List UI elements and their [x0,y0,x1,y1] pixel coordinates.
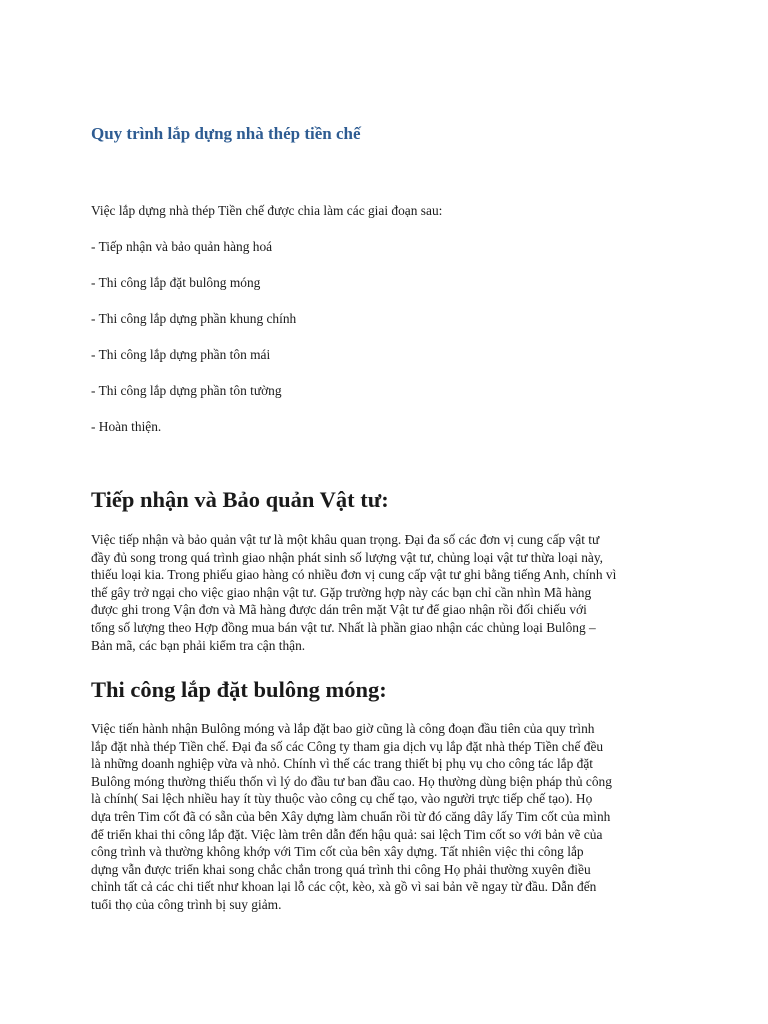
paragraph-line: Việc tiến hành nhận Bulông móng và lắp đặt bao giờ cũng là công đoạn đầu tiên của quy trình [91,721,595,736]
list-item: - Thi công lắp dựng phần khung chính [91,311,297,326]
paragraph-line: thế gây trở ngại cho việc giao nhận vật tư. Gặp trường hợp này các bạn chỉ cần nhìn Mã hàng [91,584,592,600]
intro-text: Việc lắp dựng nhà thép Tiền chế được chia làm các giai đoạn sau: [91,203,443,218]
paragraph-line: để triển khai thi công lắp đặt. Việc làm trên dẫn đến hậu quả: sai lệch Tim cốt so với bản vẽ của [91,826,603,842]
paragraph-line: Bulông móng thường thiếu thốn vì lý do đầu tư ban đầu cao. Họ thường dùng biện pháp thủ công [91,773,612,789]
paragraph-line: Bản mã, các bạn phải kiểm tra cận thận. [91,637,306,653]
list-item: - Hoàn thiện. [91,419,162,434]
paragraph-line: thiếu loại kia. Trong phiếu giao hàng có nhiều đơn vị cung cấp vật tư ghi bằng tiếng Anh, chính vì [91,567,617,583]
paragraph-line: tuổi thọ của công trình bị suy giảm. [91,896,282,912]
paragraph-line: lắp đặt nhà thép Tiền chế. Đại đa số các Công ty tham gia dịch vụ lắp đặt nhà thép Tiền chế đều [91,738,604,754]
list-item: - Thi công lắp dựng phần tôn tường [91,383,282,398]
list-item: - Tiếp nhận và bảo quản hàng hoá [91,239,273,254]
paragraph-line: tổng số lượng theo Hợp đồng mua bán vật tư. Nhất là phần giao nhận các chủng loại Bulông – [91,619,596,635]
list-item: - Thi công lắp dựng phần tôn mái [91,347,271,362]
paragraph-line: là chính( Sai lệch nhiều hay ít tùy thuộc vào công cụ chế tạo, vào người trực tiếp chế tạo). Họ [91,791,593,807]
steps-list [91,239,296,455]
paragraph-line: dựng vẫn được triển khai song chắc chắn trong quá trình thi công Họ phải thường xuyên điều [91,861,591,877]
list-item: - Thi công lắp đặt bulông móng [91,275,261,290]
paragraph-line: chỉnh tất cả các chi tiết như khoan lại lỗ các cột, kèo, xà gồ vì sai bản vẽ ngay từ đầu. Dẫn đến [91,879,597,895]
paragraph-line: Việc tiếp nhận và bảo quản vật tư là một khâu quan trọng. Đại đa số các đơn vị cung cấp vật tư [91,532,600,547]
section-heading-anchor-bolts: Thi công lắp đặt bulông móng: [91,677,387,702]
paragraph-line: được ghi trong Vận đơn và Mã hàng được dán trên mặt Vật tư để giao nhận rồi đối chiếu với [91,602,587,618]
paragraph-line: dựa trên Tim cốt đã có sẵn của bên Xây dựng làm chuẩn rồi từ đó căng dây lấy Tim cốt của mình [91,808,611,824]
section-paragraph-anchor-bolts [91,720,681,914]
paragraph-line: đầy đủ song trong quá trình giao nhận phát sinh số lượng vật tư, chủng loại vật tư thừa loại này, [91,549,604,565]
paragraph-line: là những doanh nghiệp vừa và nhỏ. Chính vì thế các trang thiết bị phụ vụ cho công tác lắp đặt [91,756,594,772]
document-title: Quy trình lắp dựng nhà thép tiền chế [91,124,361,143]
section-paragraph-receiving [91,531,681,654]
paragraph-line: công trình và thường không khớp với Tim cốt của bên xây dựng. Tất nhiên việc thi công lắp [91,844,584,860]
section-heading-receiving: Tiếp nhận và Bảo quản Vật tư: [91,487,389,512]
